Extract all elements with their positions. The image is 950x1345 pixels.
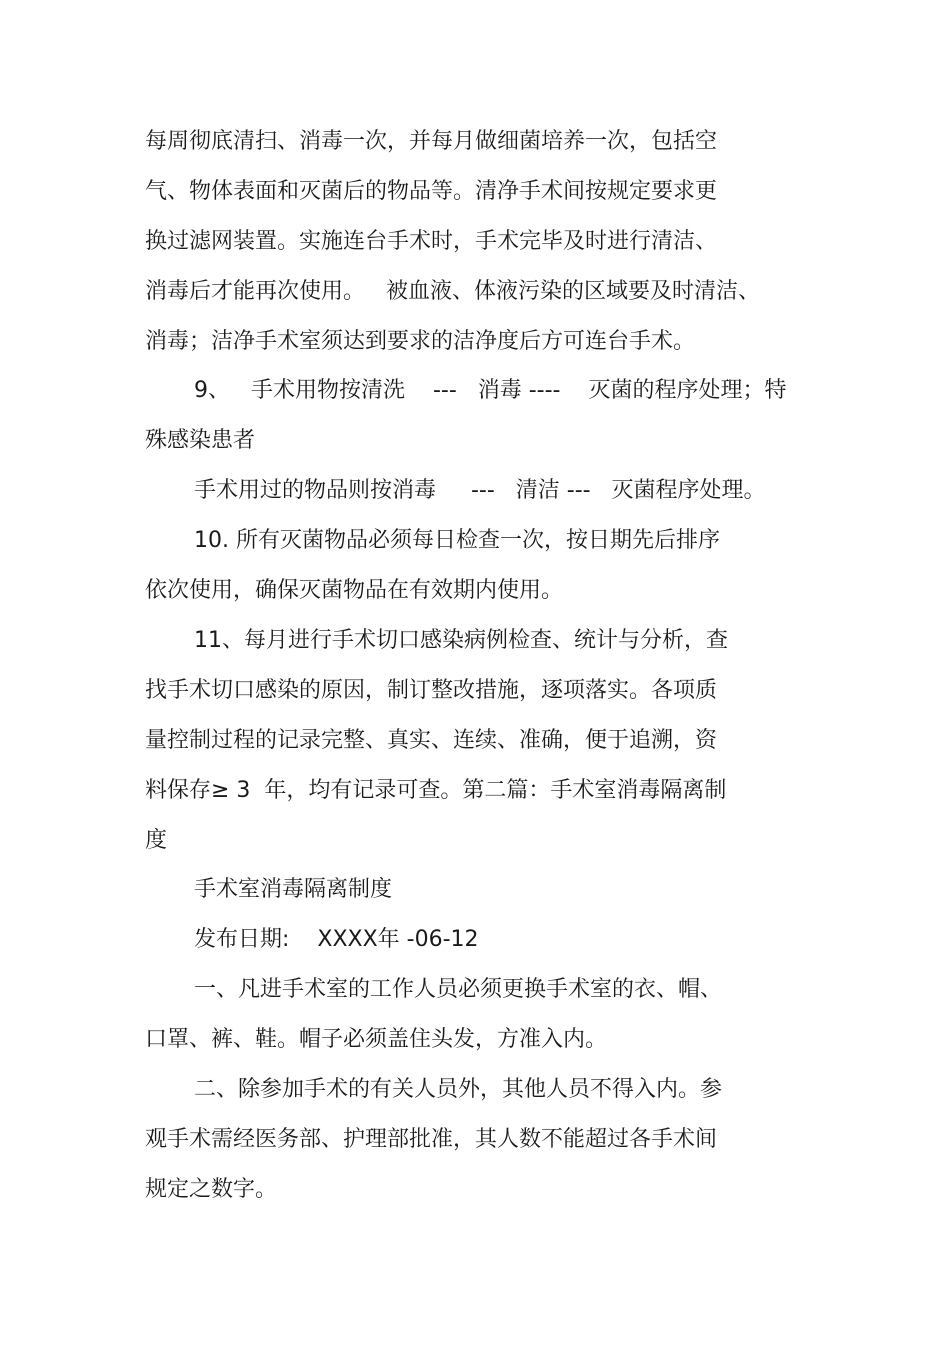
paragraph-9-line: 9、 手术用物按清洗 --- 消毒 ---- 灭菌的程序处理；特 (194, 378, 787, 403)
text-line: 消毒；洁净手术室须达到要求的洁净度后方可连台手术。 (145, 329, 696, 354)
rule-1-line: 一、凡进手术室的工作人员必须更换手术室的衣、帽、 (194, 977, 723, 1002)
text-line: 料保存≥ 3 年，均有记录可查。第二篇：手术室消毒隔离制 (145, 778, 727, 803)
text-line: 手术用过的物品则按消毒 --- 清洁 --- 灭菌程序处理。 (194, 478, 766, 503)
text-line: 消毒后才能再次使用。 被血液、体液污染的区域要及时清洁、 (145, 279, 760, 304)
text-line: 找手术切口感染的原因，制订整改措施，逐项落实。各项质 (145, 678, 718, 703)
text-line: 换过滤网装置。实施连台手术时，手术完毕及时进行清洁、 (145, 229, 718, 254)
publish-date: 发布日期: XXXX年 -06-12 (194, 927, 479, 952)
text-line: 度 (145, 828, 168, 853)
paragraph-11-line: 11、每月进行手术切口感染病例检查、统计与分析，查 (194, 628, 728, 653)
text-line: 规定之数字。 (145, 1177, 278, 1202)
rule-2-line: 二、除参加手术的有关人员外，其他人员不得入内。参 (194, 1077, 723, 1102)
text-line: 气、物体表面和灭菌后的物品等。清净手术间按规定要求更 (145, 179, 718, 204)
text-line: 观手术需经医务部、护理部批准，其人数不能超过各手术间 (145, 1127, 718, 1152)
section-title: 手术室消毒隔离制度 (194, 877, 393, 902)
text-line: 殊感染患者 (145, 428, 256, 453)
paragraph-10-line: 10. 所有灭菌物品必须每日检查一次，按日期先后排序 (194, 528, 720, 553)
text-line: 口罩、裤、鞋。帽子必须盖住头发，方准入内。 (145, 1027, 608, 1052)
text-line: 量控制过程的记录完整、真实、连续、准确，便于追溯，资 (145, 728, 718, 753)
text-line: 每周彻底清扫、消毒一次，并每月做细菌培养一次，包括空 (145, 129, 718, 154)
text-line: 依次使用，确保灭菌物品在有效期内使用。 (145, 578, 564, 603)
